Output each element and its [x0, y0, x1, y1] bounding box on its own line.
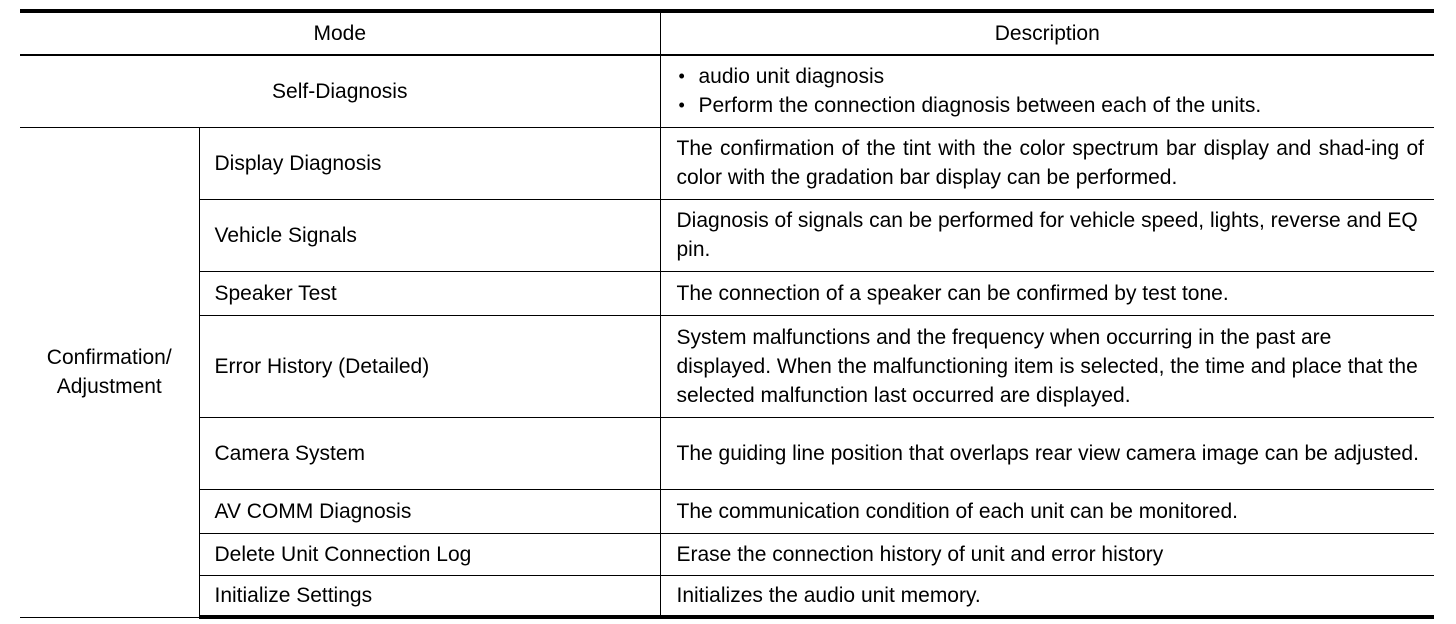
table-row-self-diagnosis [20, 55, 1434, 127]
group-label-line1: Confirmation/ [46, 346, 172, 369]
header-mode: Mode [20, 11, 660, 55]
mode-cell: Error History (Detailed) [199, 315, 660, 417]
mode-cell: Delete Unit Connection Log [199, 533, 660, 575]
table-row [20, 489, 1434, 533]
table-row [20, 315, 1434, 417]
header-description: Description [660, 11, 1434, 55]
description-cell: The confirmation of the tint with the color spectrum bar display and shad-ing of color with the gradation bar display can be performed. [660, 127, 1434, 199]
description-cell: The communication condition of each unit can be monitored. [660, 489, 1434, 533]
table-row [20, 575, 1434, 617]
table-row [20, 199, 1434, 271]
description-cell: Diagnosis of signals can be performed for vehicle speed, lights, reverse and EQ pin. [660, 199, 1434, 271]
mode-cell: AV COMM Diagnosis [199, 489, 660, 533]
description-cell: Erase the connection history of unit and error history [660, 533, 1434, 575]
table-row [20, 127, 1434, 199]
mode-description-table [20, 9, 1434, 619]
description-cell: System malfunctions and the frequency when occurring in the past are displayed. When the malfunctioning item is selected, the time and place that the selected malfunction last occurred are displayed. [660, 315, 1434, 417]
self-diagnosis-description [660, 55, 1434, 127]
self-diagnosis-mode: Self-Diagnosis [20, 55, 660, 127]
mode-cell: Vehicle Signals [199, 199, 660, 271]
table-row [20, 533, 1434, 575]
list-item: • Perform the connection diagnosis between each of the units. [677, 91, 1425, 120]
table-row [20, 417, 1434, 489]
mode-cell: Speaker Test [199, 271, 660, 315]
mode-description-table-container [20, 9, 1434, 619]
description-cell: The connection of a speaker can be confirmed by test tone. [660, 271, 1434, 315]
table-row [20, 271, 1434, 315]
mode-cell: Initialize Settings [199, 575, 660, 617]
description-cell: Initializes the audio unit memory. [660, 575, 1434, 617]
self-diagnosis-bullet-list [677, 62, 1425, 120]
mode-cell: Display Diagnosis [199, 127, 660, 199]
confirmation-adjustment-group-cell [20, 127, 199, 617]
list-item: • audio unit diagnosis [677, 62, 1425, 91]
mode-cell: Camera System [199, 417, 660, 489]
description-cell: The guiding line position that overlaps rear view camera image can be adjusted. [660, 417, 1434, 489]
table-header-row [20, 11, 1434, 55]
group-label-line2: Adjustment [56, 375, 162, 398]
